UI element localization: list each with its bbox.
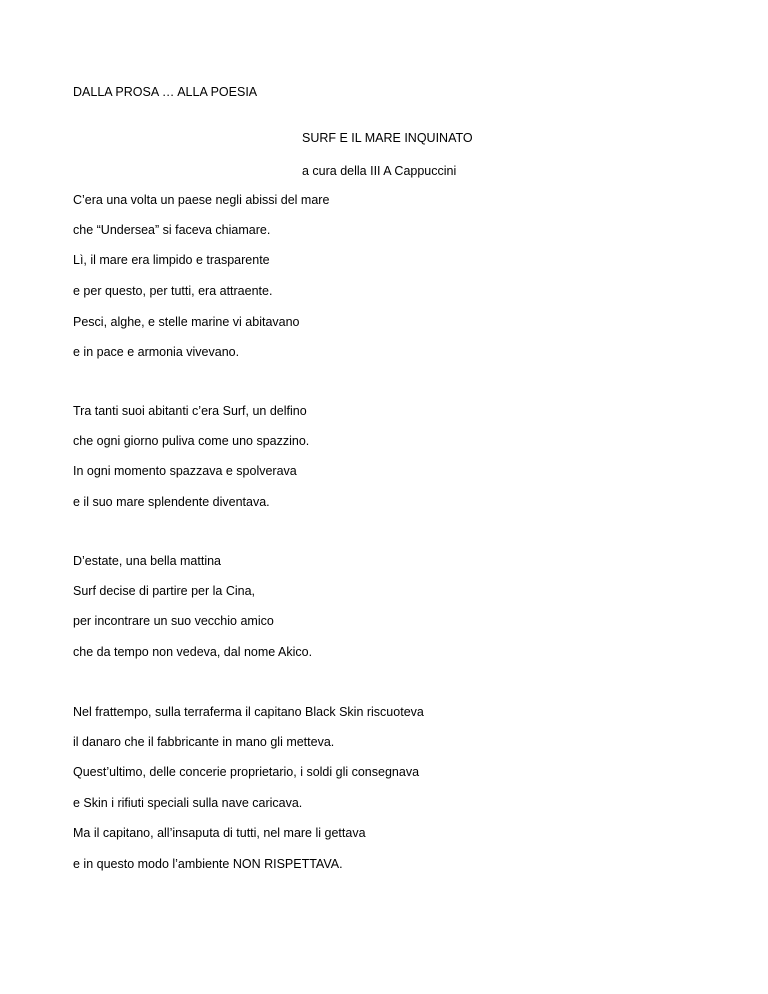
poem-line: che ogni giorno puliva come uno spazzino. bbox=[73, 434, 310, 448]
poem-line: e in questo modo l’ambiente NON RISPETTAVA. bbox=[73, 857, 343, 871]
poem-title: SURF E IL MARE INQUINATO bbox=[302, 131, 473, 145]
poem-line: Ma il capitano, all’insaputa di tutti, nel mare li gettava bbox=[73, 826, 366, 840]
poem-line: Quest’ultimo, delle concerie proprietario, i soldi gli consegnava bbox=[73, 765, 420, 779]
poem-line: e per questo, per tutti, era attraente. bbox=[73, 284, 273, 298]
poem-line: Tra tanti suoi abitanti c’era Surf, un delfino bbox=[73, 404, 307, 418]
poem-line: e in pace e armonia vivevano. bbox=[73, 345, 240, 359]
poem-byline: a cura della III A Cappuccini bbox=[302, 164, 457, 178]
poem-line: Nel frattempo, sulla terraferma il capitano Black Skin riscuoteva bbox=[73, 705, 424, 719]
poem-line: il danaro che il fabbricante in mano gli metteva. bbox=[73, 735, 335, 749]
poem-line: Pesci, alghe, e stelle marine vi abitavano bbox=[73, 315, 300, 329]
poem-line: In ogni momento spazzava e spolverava bbox=[73, 464, 297, 478]
document-heading: DALLA PROSA … ALLA POESIA bbox=[73, 85, 258, 99]
poem-line: D’estate, una bella mattina bbox=[73, 554, 222, 568]
poem-line: Lì, il mare era limpido e trasparente bbox=[73, 253, 270, 267]
poem-line: che “Undersea” si faceva chiamare. bbox=[73, 223, 271, 237]
poem-line: Surf decise di partire per la Cina, bbox=[73, 584, 256, 598]
poem-line: e il suo mare splendente diventava. bbox=[73, 495, 270, 509]
poem-line: per incontrare un suo vecchio amico bbox=[73, 614, 274, 628]
poem-line: e Skin i rifiuti speciali sulla nave caricava. bbox=[73, 796, 303, 810]
poem-line: C’era una volta un paese negli abissi del mare bbox=[73, 193, 330, 207]
poem-line: che da tempo non vedeva, dal nome Akico. bbox=[73, 645, 313, 659]
